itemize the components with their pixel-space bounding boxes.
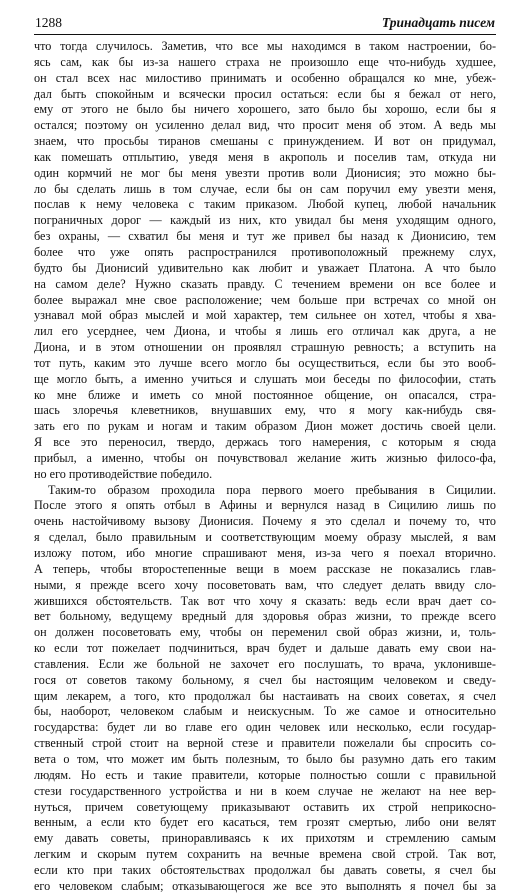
text-line: как помешать отплытию, уведя меня в акрополь и поселив там, откуда ни (34, 149, 496, 164)
text-line: дал быть спокойным и всячески просил остаться: если бы я бежал от него, (34, 86, 496, 101)
text-line: жившихся обстоятельств. Так вот что хочу я сказать: ведь если врач дает со- (34, 593, 496, 608)
text-line: вет больному, ведущему вредный для здоровья образ жизни, то прежде всего (34, 609, 496, 624)
text-line: стези государственного устройства и ни в коем случае не желают на нее вер- (34, 783, 496, 798)
text-line: бы, наоборот, человеком слабым и неискусным. То же самое и относительно (34, 704, 496, 719)
text-line: если кто при таких обстоятельствах продолжал бы давать советы, я счел бы (34, 862, 496, 877)
text-line: венным, а если кто будет его касаться, тем грозят смертью, либо они велят (34, 815, 496, 830)
text-line: щим лекарем, а того, кто продолжал бы настаивать на своих советах, я счел (34, 688, 496, 703)
text-line: тот путь, каким это лучше всего могло бы осуществиться, если бы это вооб- (34, 355, 496, 370)
text-line: что тогда случилось. Заметив, что все мы находимся в таком настроении, бо- (34, 39, 496, 53)
text-line: без охраны, — схватил бы меня и тут же привел бы назад к Дионисию, тем (34, 229, 496, 244)
text-line: Диона, и в этом отношении он проявлял страшную ревность; а вступить на (34, 340, 496, 355)
text-line: вета о том, что может им быть полезным, то было бы разумно дать его таким (34, 751, 496, 766)
text-line: более выражал мне свое расположение; чем больше при встречах со мной он (34, 292, 496, 307)
text-line: А теперь, чтобы второстепенные вещи в моем рассказе не показались глав- (34, 561, 496, 576)
text-line: ему от этого не было бы ничего хорошего, зато было бы хорошо, если бы я (34, 102, 496, 117)
text-line: остался; поэтому он усиленно делал вид, что просит меня об этом. А ведь мы (34, 118, 496, 133)
text-line: ло бы сделать лишь в том случае, если бы он сам поручил ему увезти меня, (34, 181, 496, 196)
header-rule (34, 34, 496, 35)
text-line: легким и скорым путем сохранить на вечные времена свой строй. Так вот, (34, 847, 496, 862)
text-line: будто бы Дионисий удивительно как любит и уважает Платона. А что было (34, 260, 496, 275)
text-line: людям. Но есть и такие правители, которые полностью сошли с правильной (34, 767, 496, 782)
page-header (34, 14, 496, 34)
text-line: очень настойчивому вызову Дионисия. Почему я это сделал и почему то, что (34, 514, 496, 529)
text-line: ными, я прежде всего хочу посоветовать вам, что следует делать ввиду сло- (34, 577, 496, 592)
page-number: 1288 (35, 15, 62, 30)
text-line: его человеком слабым; отказывающегося же все это выполнять я почел бы за (34, 878, 496, 893)
text-line: более что уже опять распространился противоположный прежнему слух, (34, 244, 496, 259)
text-line: государства: будет ли во главе его один человек или несколько, если государ- (34, 720, 496, 735)
text-line: ственный строй стоит на верной стезе и правители пожелали бы спросить со- (34, 736, 496, 751)
text-line: узнавал мой образ мыслей и мой характер, тем сильнее он хотел, чтобы я хва- (34, 308, 496, 323)
text-line: на самом деле? Нужно сказать правду. С течением времени он все более и (34, 276, 496, 291)
text-line: ставления. Если же больной не захочет его послушать, то врача, уклонивше- (34, 656, 496, 671)
text-line: он должен посоветовать ему, чтобы он переменил свой образ жизни, и, толь- (34, 625, 496, 640)
text-line: один кормчий не мог бы меня увезти против воли Дионисия; это можно бы- (34, 165, 496, 180)
text-line: я сделал, было правильным и соответствующим моему образу мыслей, я вам (34, 530, 496, 545)
text-line: но его противодействие победило. (34, 466, 213, 481)
text-line: знаем, что просьбы тиранов смешаны с принуждением. И вот он придумал, (34, 134, 496, 149)
text-line: ко мне ближе и иметь со мной постоянное общение, он опасался, стра- (34, 387, 496, 402)
text-line: шась злоречья клеветников, внушавших ему, что я могу как-нибудь свя- (34, 403, 496, 418)
text-line: нуться, причем советующему приказывают оставить их строй неприкосно- (34, 799, 496, 814)
text-line: ему давать советы, приноравливаясь к их прихотям и стремлению самым (34, 831, 496, 846)
running-title: Тринадцать писем (381, 15, 495, 30)
text-line: послав к нему человека с таким приказом. Любой купец, любой начальник (34, 197, 496, 212)
text-line: изложу потом, ибо многие спрашивают меня, из-за чего я поехал вторично. (34, 546, 496, 560)
text-line: После этого я опять отбыл в Афины и вернулся назад в Сицилию лишь по (34, 498, 496, 513)
paragraph (34, 39, 496, 483)
text-line: Таким-то образом проходила пора первого моего пребывания в Сицилии. (48, 482, 496, 497)
text-line: ще могло быть, а именно учиться и слушать мои беседы по философии, стать (34, 371, 496, 386)
text-line: гося от советов такому больному, я счел бы настоящим человеком и сведу- (34, 672, 496, 687)
text-line: ясь сам, как бы из-за нашего страха не произошло еще что-нибудь худшее, (34, 54, 496, 69)
text-line: пограничных дорог — каждый из них, кто увидал бы меня уходящим одного, (34, 213, 496, 228)
text-line: прибыл, а именно, чтобы он почувствовал желание жить жизнью филосо-фа, (34, 450, 496, 465)
text-line: лил его усерднее, чем Диона, и чтобы я лишь его отличал как друга, а не (34, 324, 496, 339)
paragraph (34, 483, 496, 895)
text-line: Я все это переносил, твердо, держась того намерения, с которым я сюда (34, 435, 496, 450)
body-text (34, 39, 496, 895)
text-line: он стал всех нас милостиво принимать и особенно обращался ко мне, убеж- (34, 70, 496, 85)
text-line: зать его по рукам и ногам и таким образом Дион может достичь своей цели. (34, 419, 496, 434)
text-line: ко если тот пожелает подчиниться, врач будет и дальше давать ему свои на- (34, 641, 496, 656)
